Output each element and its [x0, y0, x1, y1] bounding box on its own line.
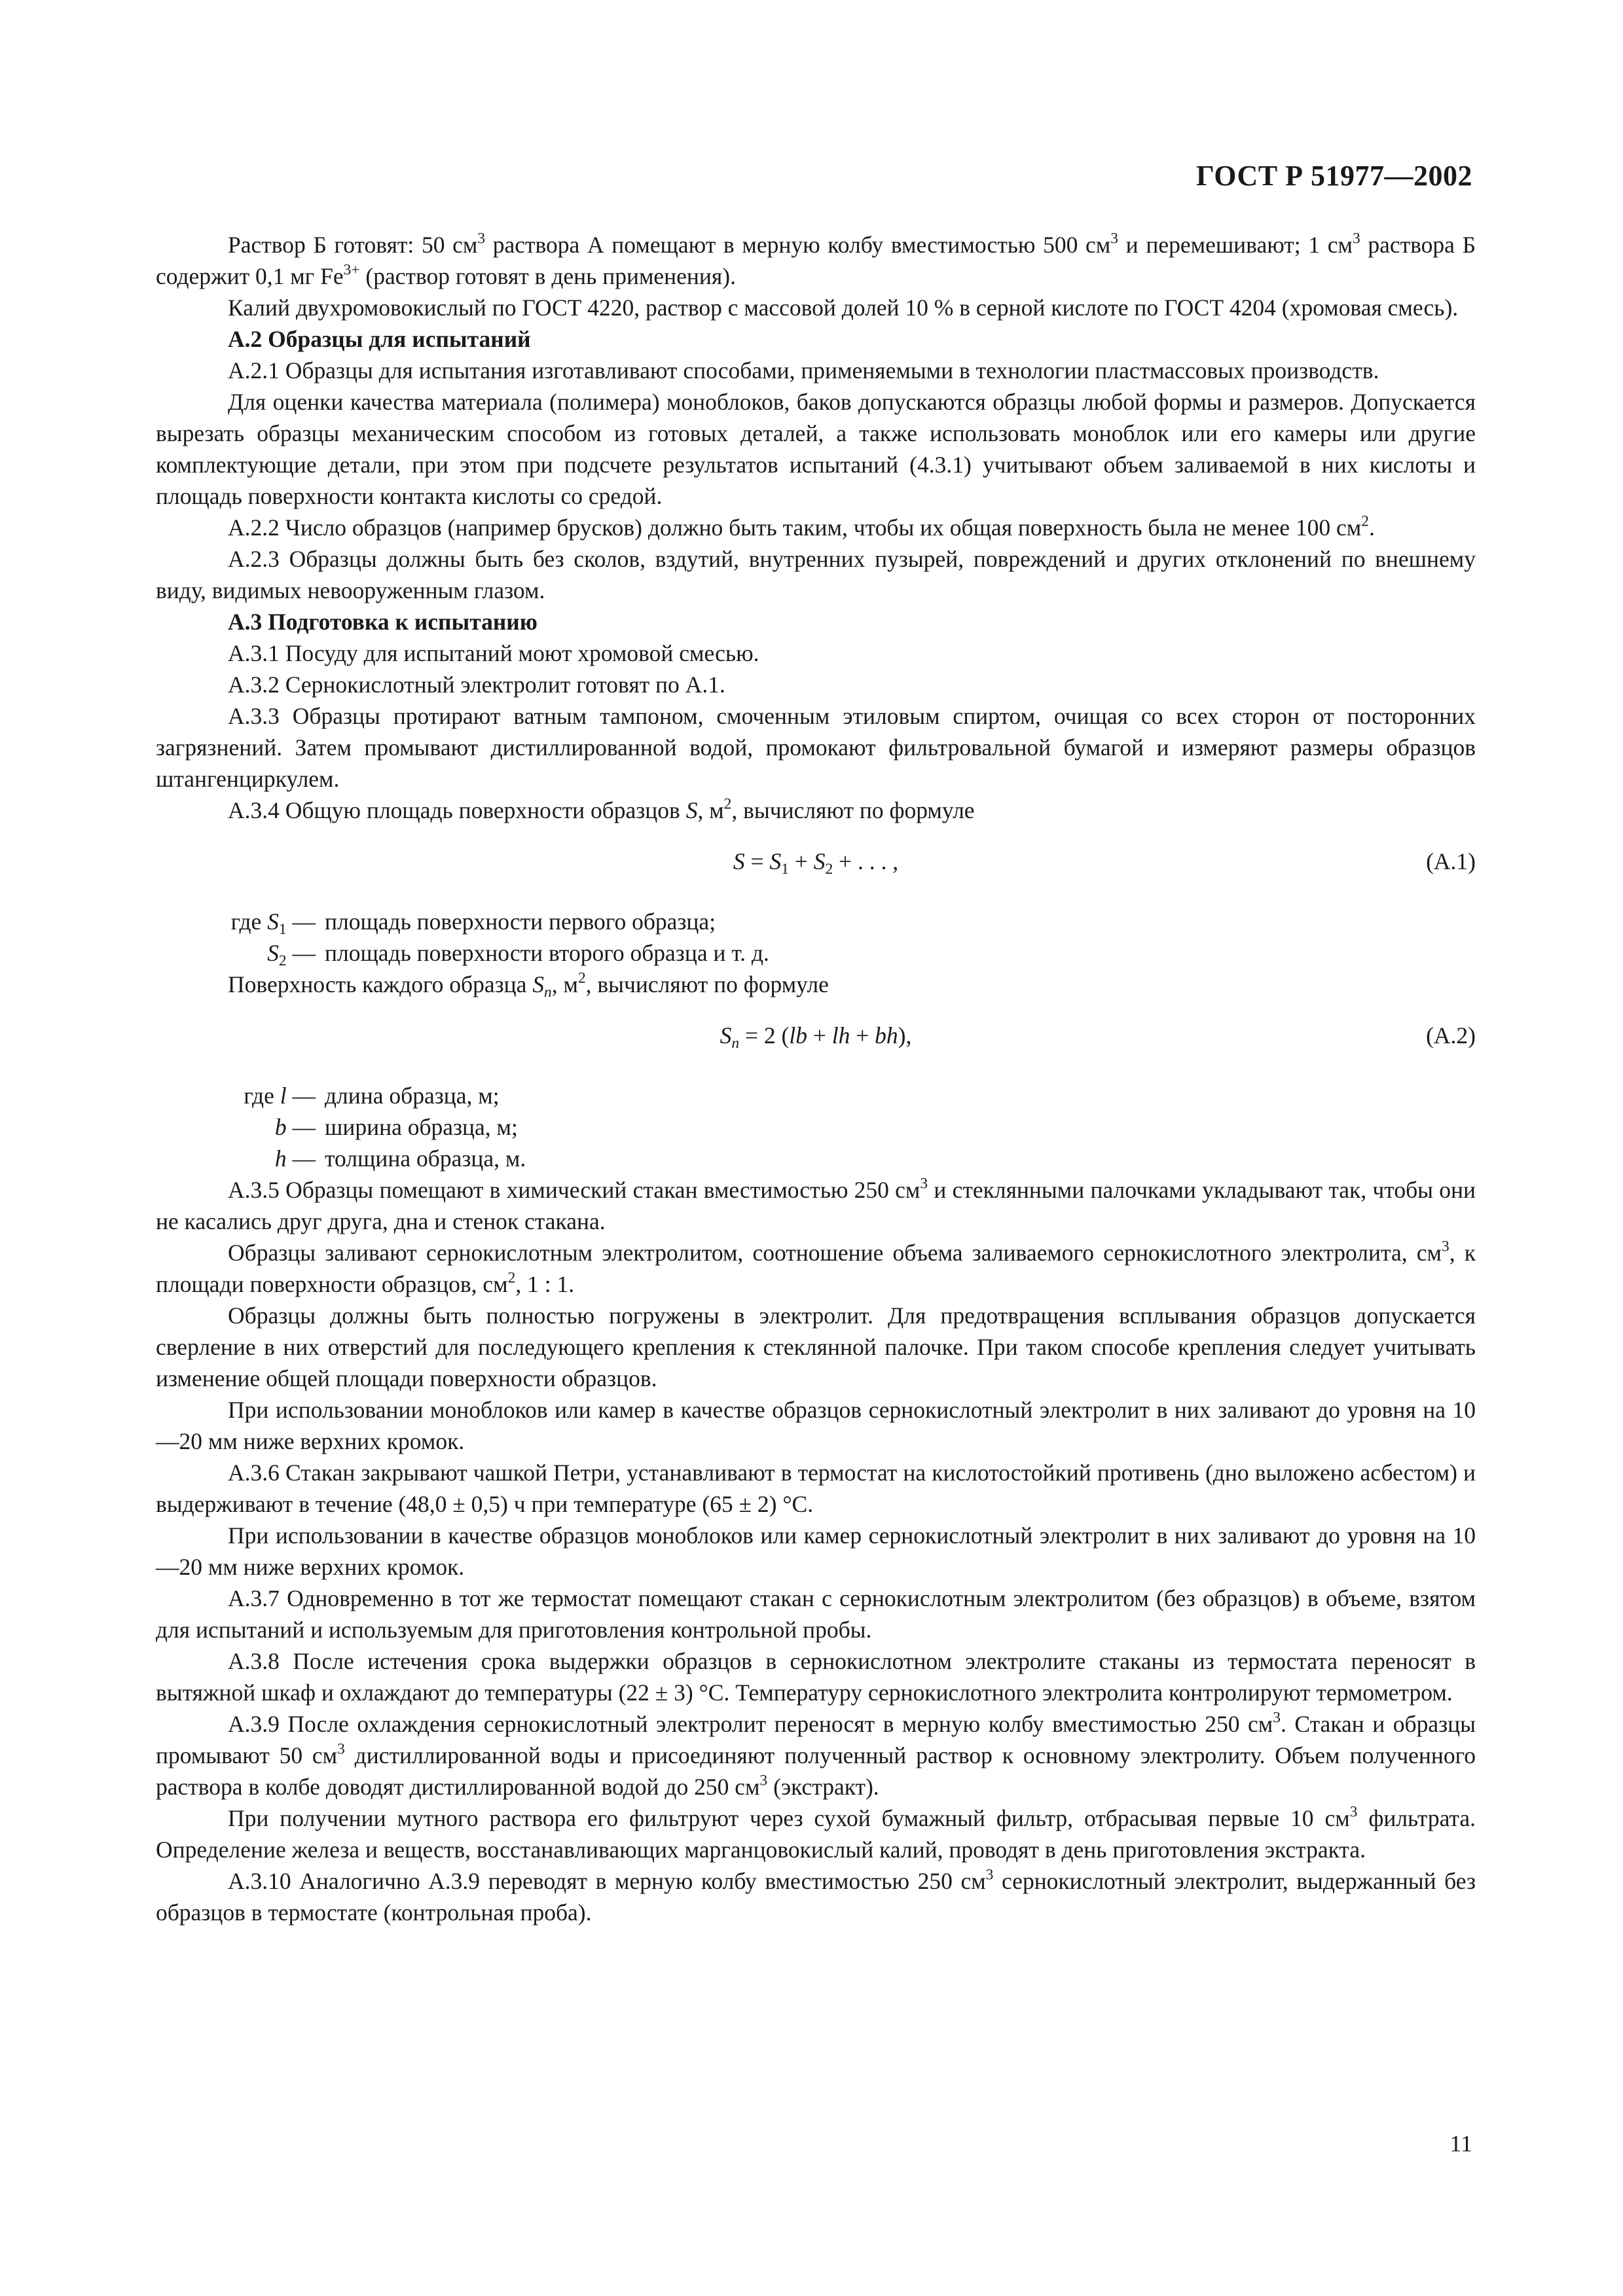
- paragraph-a3-2: А.3.2 Сернокислотный электролит готовят по А.1.: [228, 672, 725, 698]
- formula-a2-number: (А.2): [1426, 1022, 1476, 1049]
- paragraph-a3-6: А.3.6 Стакан закрывают чашкой Петри, устанавливают в термостат на кислотостойкий противень (дно выложено асбестом) и выдерживают в течение (48,0 ± 0,5) ч при температуре (65 ± 2) °С.: [156, 1460, 1476, 1517]
- definition-row: $S_2$ — площадь поверхности второго образца и т. д.: [267, 940, 769, 970]
- paragraph-a2-1: А.2.1 Образцы для испытания изготавливают способами, применяемыми в технологии пластмассовых производств.: [228, 357, 1379, 384]
- paragraph-a3-5: А.3.5 Образцы помещают в химический стакан вместимостью 250 $см^3$ и стеклянными палочками укладывают так, чтобы они не касались друг друга, дна и стенок стакана.: [156, 1175, 1476, 1234]
- paragraph-a3-5-immersion: Образцы должны быть полностью погружены в электролит. Для предотвращения всплывания образцов допускается сверление в них отверстий для последующего крепления к стеклянной палочке. При таком способе крепления следует учитывать изменение общей площади поверхности образцов.: [156, 1302, 1476, 1391]
- paragraph-a3-8: А.3.8 После истечения срока выдержки образцов в сернокислотном электролите стаканы из термостата переносят в вытяжной шкаф и охлаждают до температуры (22 ± 3) °С. Температуру сернокислотного электролита контролируют термометром.: [156, 1648, 1476, 1706]
- formula-a2: [156, 1020, 1476, 1051]
- paragraph-a3-9: А.3.9 После охлаждения сернокислотный электролит переносят в мерную колбу вместимостью 250 $см^3$. Стакан и образцы промывают 50 $см^3$ дистиллированной воды и присоединяют полученный раствор к основному электролиту. Объем полученного раствора в колбе доводят дистиллированной водой до 250 $см^3$ (экстракт).: [156, 1709, 1476, 1800]
- paragraph-a3-4: А.3.4 Общую площадь поверхности образцов S, $м^2$, вычисляют по формуле: [228, 795, 975, 823]
- definition-row: h — толщина образца, м.: [274, 1145, 526, 1172]
- paragraph-a3-9-filtration: При получении мутного раствора его фильтруют через сухой бумажный фильтр, отбрасывая первые 10 $см^3$ фильтрата. Определение железа и веществ, восстанавливающих марганцовокислый калий, проводят в день приготовления экстракта.: [156, 1803, 1476, 1863]
- paragraph-a3-3: А.3.3 Образцы протирают ватным тампоном, смоченным этиловым спиртом, очищая со всех сторон от посторонних загрязнений. Затем промывают дистиллированной водой, промокают фильтровальной бумагой и измеряют размеры образцов штангенциркулем.: [156, 703, 1476, 792]
- paragraph-chromic-mixture: Калий двухромовокислый по ГОСТ 4220, раствор с массовой долей 10 % в серной кислоте по ГОСТ 4204 (хромовая смесь).: [228, 295, 1459, 321]
- paragraph-solution-b: Раствор Б готовят: 50 $см^3$ раствора А помещают в мерную колбу вместимостью 500 $см^3$ и перемешивают; 1 $см^3$ раствора Б содержит 0,1 мг $Fe^{3+}$ (раствор готовят в день применения).: [156, 230, 1476, 289]
- definitions-a2: [156, 1080, 1476, 1174]
- page-number: 11: [1450, 2130, 1472, 2157]
- definitions-a1: [156, 906, 1476, 969]
- document-code: ГОСТ Р 51977—2002: [1195, 160, 1472, 192]
- paragraph-a3-5-monoblocks: При использовании моноблоков или камер в качестве образцов сернокислотный электролит в них заливают до уровня на 10—20 мм ниже верхних кромок.: [156, 1397, 1476, 1454]
- definition-row: где l — длина образца, м;: [244, 1083, 500, 1109]
- formula-a1: [156, 846, 1476, 877]
- paragraph-a3-1: А.3.1 Посуду для испытаний моют хромовой смесью.: [228, 640, 759, 666]
- paragraph-a2-2: А.2.2 Число образцов (например брусков) должно быть таким, чтобы их общая поверхность была не менее 100 $см^2$.: [228, 512, 1375, 541]
- definition-row: где $S_1$ — площадь поверхности первого образца;: [230, 908, 716, 939]
- paragraph-a3-7: А.3.7 Одновременно в тот же термостат помещают стакан с сернокислотным электролитом (без образцов) в объеме, взятом для испытаний и используемым для приготовления контрольной пробы.: [156, 1585, 1476, 1643]
- paragraph-a2-1-b: Для оценки качества материала (полимера) моноблоков, баков допускаются образцы любой формы и размеров. Допускается вырезать образцы механическим способом из готовых деталей, а также использовать моноблок или его камеры или другие комплектующие детали, при этом при подсчете результатов испытаний (4.3.1) учитывают объем заливаемой в них кислоты и площадь поверхности контакта кислоты со средой.: [156, 389, 1476, 509]
- formula-a1-expression: $S = S_1 + S_2$ + . . . ,: [733, 848, 899, 878]
- definition-row: b — ширина образца, м;: [274, 1114, 518, 1140]
- paragraph-a3-6-b: При использовании в качестве образцов моноблоков или камер сернокислотный электролит в них заливают до уровня на 10—20 мм ниже верхних кромок.: [156, 1522, 1476, 1580]
- section-heading-a3: А.3 Подготовка к испытанию: [228, 609, 538, 635]
- formula-a1-number: (А.1): [1426, 848, 1476, 874]
- paragraph-sn: Поверхность каждого образца $S_n$, $м^2$, вычисляют по формуле: [228, 969, 829, 1001]
- paragraph-a2-3: А.2.3 Образцы должны быть без сколов, вздутий, внутренних пузырей, повреждений и других отклонений по внешнему виду, видимых невооруженным глазом.: [156, 546, 1476, 603]
- section-heading-a2: А.2 Образцы для испытаний: [228, 326, 531, 352]
- paragraph-a3-10: А.3.10 Аналогично А.3.9 переводят в мерную колбу вместимостью 250 $см^3$ сернокислотный электролит, выдержанный без образцов в термостате (контрольная проба).: [156, 1866, 1476, 1926]
- page-body: [156, 229, 1476, 1928]
- formula-a2-expression: $S_n = 2$ (lb + lh + bh),: [720, 1022, 912, 1052]
- paragraph-a3-5-ratio: Образцы заливают сернокислотным электролитом, соотношение объема заливаемого сернокислотного электролита, $см^3$, к площади поверхности образцов, $см^2$, 1 : 1.: [156, 1238, 1476, 1297]
